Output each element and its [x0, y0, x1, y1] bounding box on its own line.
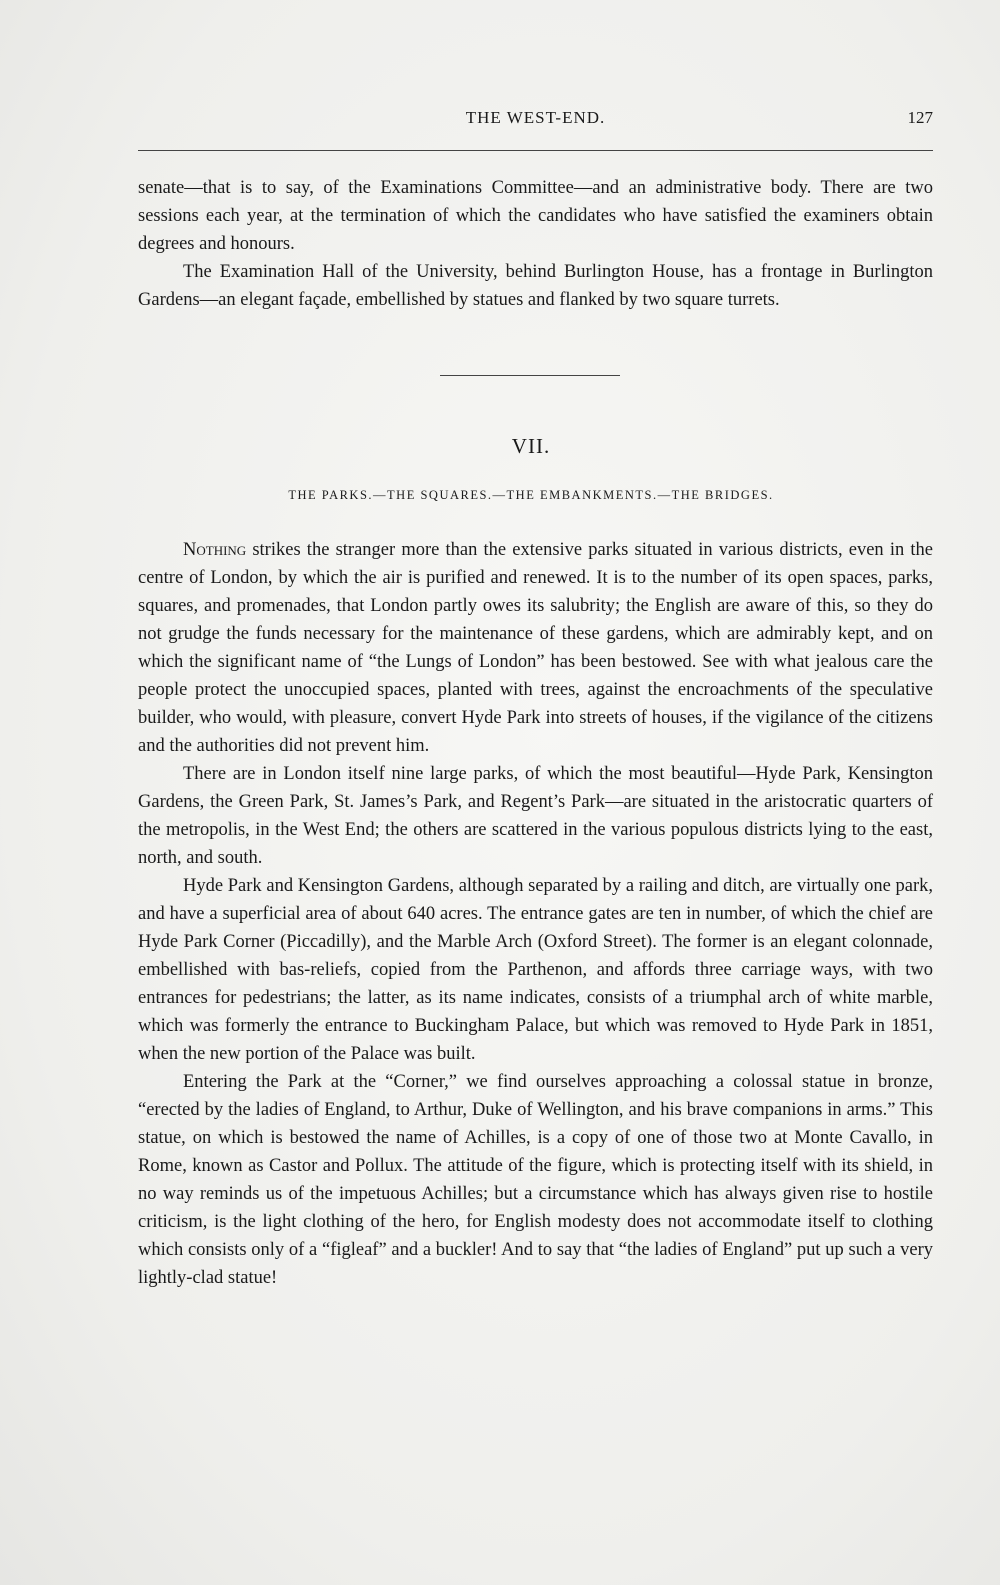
chapter-title: THE PARKS.—THE SQUARES.—THE EMBANKMENTS.—THE BRIDGES. — [288, 488, 774, 502]
running-head — [138, 108, 933, 134]
body-paragraph-3: Hyde Park and Kensington Gardens, although separated by a railing and ditch, are virtually one park, and have a superficial area of about 640 acres. The entrance gates are ten in number, of which the chief are Hyde Park Corner (Piccadilly), and the Marble Arch (Oxford Street). The former is an elegant colonnade, embellished with bas-reliefs, copied from the Parthenon, and affords three carriage ways, with two entrances for pedestrians; the latter, as its name indicates, consists of a triumphal arch of white marble, which was formerly the entrance to Buckingham Palace, but which was removed to Hyde Park in 1851, when the new portion of the Palace was built. — [138, 876, 933, 1064]
body-paragraph-4: Entering the Park at the “Corner,” we find ourselves approaching a colossal statue in bronze, “erected by the ladies of England, to Arthur, Duke of Wellington, and his brave companions in arms.” This statue, on which is bestowed the name of Achilles, is a copy of one of those two at Monte Cavallo, in Rome, known as Castor and Pollux. The attitude of the figure, which is protecting itself with its shield, in no way reminds us of the impetuous Achilles; but a circumstance which has always given rise to hostile criticism, is the light clothing of the hero, for English modesty does not accommodate itself to clothing which consists only of a “figleaf” and a buckler! And to say that “the ladies of England” put up such a very lightly-clad statue! — [138, 1072, 933, 1288]
section-divider — [440, 375, 620, 376]
page-number: 127 — [907, 108, 933, 127]
intro-text — [138, 174, 933, 314]
body-paragraph-2: There are in London itself nine large parks, of which the most beautiful—Hyde Park, Kensington Gardens, the Green Park, St. James’s Park, and Regent’s Park—are situated in the aristocratic quarters of the metropolis, in the West End; the others are scattered in the various populous districts lying to the east, north, and south. — [138, 764, 933, 868]
body-paragraph-1-text: strikes the stranger more than the extensive parks situated in various districts, even in the centre of London, by which the air is purified and renewed. It is to the number of its open spaces, parks, squares, and promenades, that London partly owes its salubrity; the English are aware of this, so they do not grudge the funds necessary for the maintenance of these gardens, which are admirably kept, and on which the significant name of “the Lungs of London” has been bestowed. See with what jealous care the people protect the unoccupied spaces, planted with trees, against the encroachments of the speculative builder, who would, with pleasure, convert Hyde Park into streets of houses, if the vigilance of the citizens and the authorities did not prevent him. — [138, 540, 933, 756]
body-paragraph-1 — [138, 536, 933, 760]
header-rule — [138, 150, 933, 151]
drop-lead-word: Nothing — [183, 540, 247, 560]
intro-paragraph-2: The Examination Hall of the University, behind Burlington House, has a frontage in Burlington Gardens—an elegant façade, embellished by statues and flanked by two square turrets. — [138, 262, 933, 310]
chapter-body — [138, 536, 933, 1292]
intro-paragraph-1: senate—that is to say, of the Examinations Committee—and an administrative body. There are two sessions each year, at the termination of which the candidates who have satisfied the examiners obtain degrees and honours. — [138, 178, 933, 254]
chapter-number: VII. — [511, 434, 551, 458]
running-title: THE WEST-END. — [465, 108, 606, 127]
